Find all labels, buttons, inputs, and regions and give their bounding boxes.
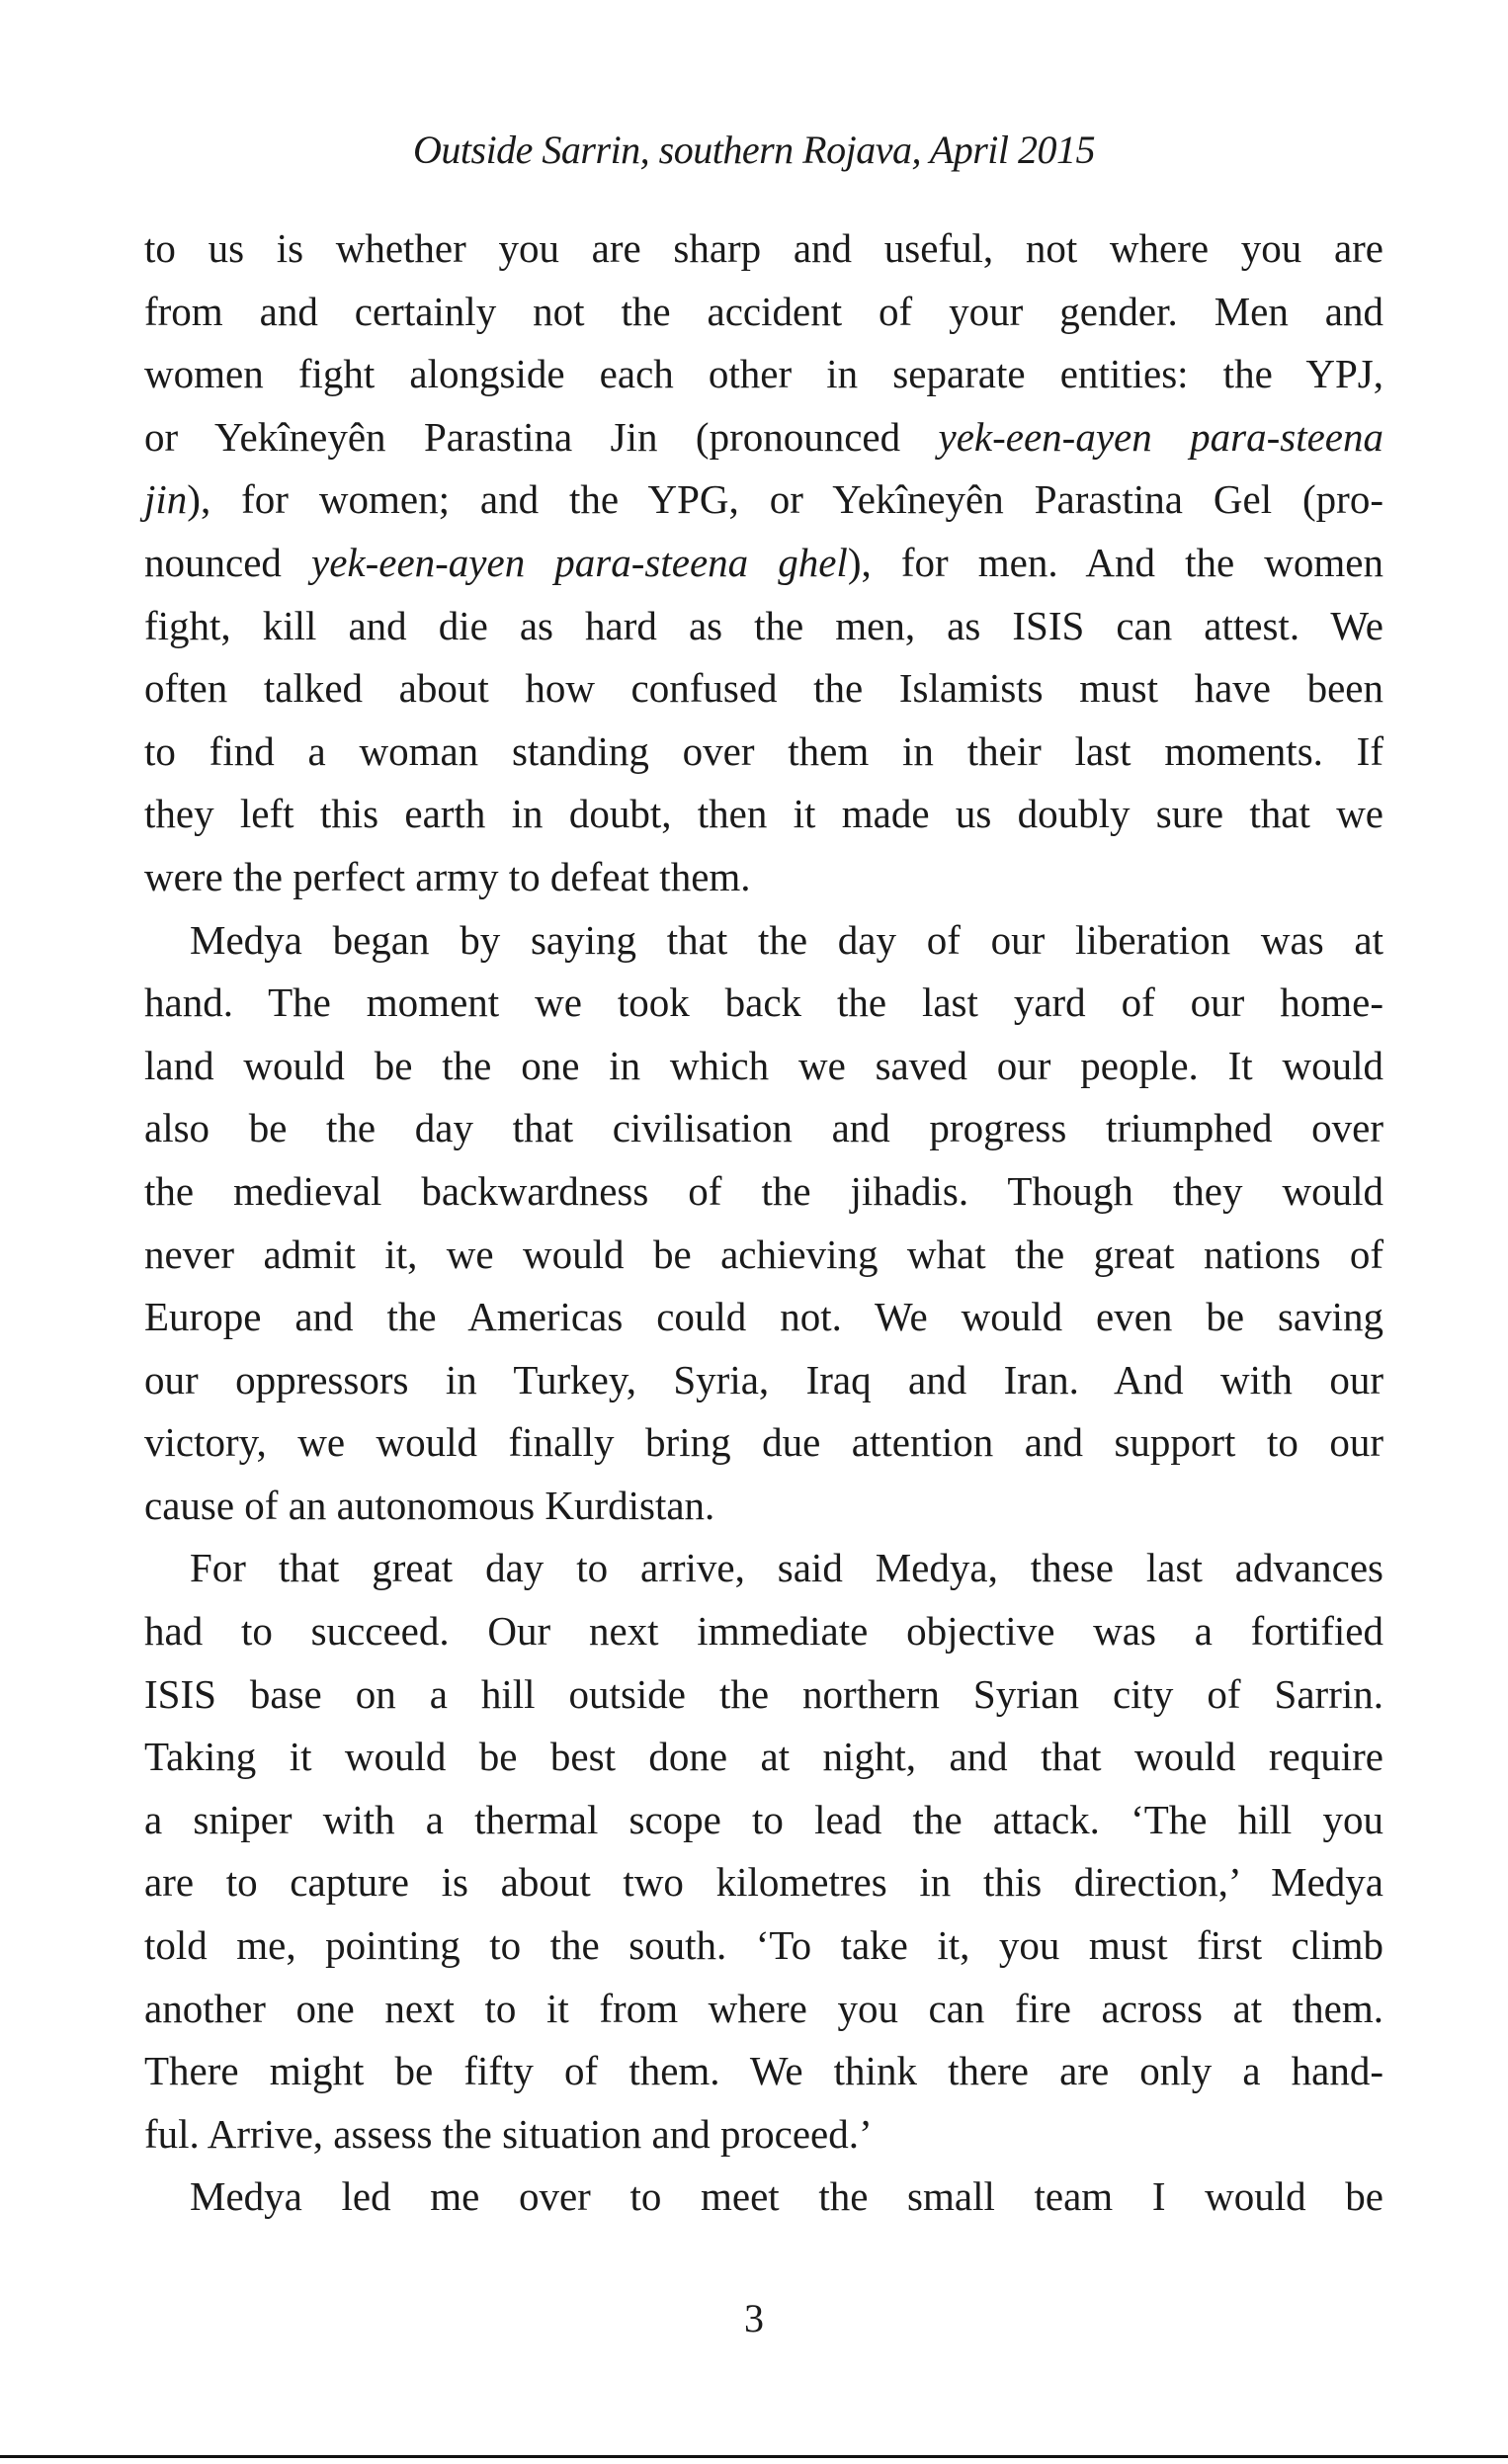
- text-segment: Medya led me over to meet the small team I would be: [190, 2173, 1383, 2220]
- page-number: 3: [744, 2296, 764, 2340]
- text-segment: fight, kill and die as hard as the men, as ISIS can attest. We: [144, 602, 1383, 648]
- running-header: Outside Sarrin, southern Rojava, April 2015: [413, 127, 1095, 172]
- text-segment: Taking it would be best done at night, and that would require: [144, 1734, 1383, 1780]
- body-text: [144, 217, 1383, 2229]
- text-segment: nounced: [144, 539, 311, 585]
- text-line: [144, 1349, 1383, 1412]
- italic-text: jin: [144, 476, 188, 523]
- text-line: [144, 1286, 1383, 1349]
- text-line: [144, 909, 1383, 973]
- text-segment: hand. The moment we took back the last yard of our home-: [144, 979, 1383, 1026]
- text-segment: a sniper with a thermal scope to lead the attack. ‘The hill you: [144, 1796, 1383, 1842]
- text-line: [144, 217, 1383, 281]
- text-segment: ful. Arrive, assess the situation and proceed.’: [144, 2110, 873, 2157]
- text-segment: cause of an autonomous Kurdistan.: [144, 1482, 715, 1528]
- text-segment: victory, we would finally bring due attention and support to our: [144, 1419, 1383, 1466]
- text-line: [144, 1600, 1383, 1663]
- text-line: [144, 1726, 1383, 1789]
- text-segment: our oppressors in Turkey, Syria, Iraq and Iran. And with our: [144, 1356, 1383, 1402]
- text-segment: ), for men. And the women: [847, 539, 1383, 585]
- text-line: [144, 721, 1383, 784]
- text-segment: another one next to it from where you can fire across at them.: [144, 1985, 1383, 2031]
- text-segment: women fight alongside each other in separate entities: the YPJ,: [144, 351, 1383, 397]
- text-line: [144, 1411, 1383, 1475]
- text-segment: There might be fifty of them. We think there are only a hand-: [144, 2048, 1383, 2094]
- text-segment: Europe and the Americas could not. We would even be saving: [144, 1294, 1383, 1340]
- text-line: [144, 343, 1383, 406]
- text-segment: told me, pointing to the south. ‘To take it, you must first climb: [144, 1922, 1383, 1969]
- text-line: [144, 1914, 1383, 1978]
- text-line: [144, 1789, 1383, 1852]
- text-line: [144, 1663, 1383, 1727]
- text-line: [144, 532, 1383, 595]
- text-segment: also be the day that civilisation and progress triumphed over: [144, 1105, 1383, 1151]
- text-segment: For that great day to arrive, said Medya, these last advances: [190, 1545, 1383, 1591]
- text-line: [144, 1097, 1383, 1160]
- text-segment: or Yekîneyên Parastina Jin (pronounced: [144, 413, 939, 460]
- text-segment: often talked about how confused the Islamists must have been: [144, 665, 1383, 712]
- text-line: [144, 1475, 1383, 1538]
- text-line: [144, 1978, 1383, 2041]
- text-line: [144, 406, 1383, 469]
- italic-text: yek-een-ayen para-steena ghel: [311, 539, 848, 585]
- text-segment: never admit it, we would be achieving what the great nations of: [144, 1231, 1383, 1277]
- text-line: [144, 1224, 1383, 1287]
- text-segment: the medieval backwardness of the jihadis. Though they would: [144, 1167, 1383, 1214]
- text-segment: ISIS base on a hill outside the northern Syrian city of Sarrin.: [144, 1670, 1383, 1717]
- text-segment: to us is whether you are sharp and useful, not where you are: [144, 225, 1383, 271]
- text-line: [144, 1851, 1383, 1914]
- text-line: [144, 1035, 1383, 1098]
- text-segment: Medya began by saying that the day of our liberation was at: [190, 916, 1383, 963]
- text-segment: land would be the one in which we saved our people. It would: [144, 1042, 1383, 1088]
- page-edge-divider: [0, 2455, 1508, 2458]
- text-line: [144, 846, 1383, 909]
- text-line: [144, 783, 1383, 846]
- italic-text: yek-een-ayen para-steena: [938, 413, 1383, 460]
- text-segment: ), for women; and the YPG, or Yekîneyên Parastina Gel (pro-: [187, 476, 1383, 523]
- text-line: [144, 2166, 1383, 2229]
- text-line: [144, 972, 1383, 1035]
- text-line: [144, 2103, 1383, 2167]
- text-line: [144, 1160, 1383, 1224]
- text-line: [144, 1537, 1383, 1600]
- text-line: [144, 657, 1383, 721]
- text-segment: were the perfect army to defeat them.: [144, 853, 751, 899]
- text-line: [144, 281, 1383, 344]
- text-segment: are to capture is about two kilometres in this direction,’ Medya: [144, 1859, 1383, 1906]
- text-line: [144, 468, 1383, 532]
- text-segment: to find a woman standing over them in their last moments. If: [144, 727, 1383, 774]
- text-line: [144, 595, 1383, 658]
- text-line: [144, 2040, 1383, 2103]
- text-segment: had to succeed. Our next immediate objective was a fortified: [144, 1608, 1383, 1655]
- text-segment: from and certainly not the accident of your gender. Men and: [144, 288, 1383, 334]
- text-segment: they left this earth in doubt, then it made us doubly sure that we: [144, 791, 1383, 837]
